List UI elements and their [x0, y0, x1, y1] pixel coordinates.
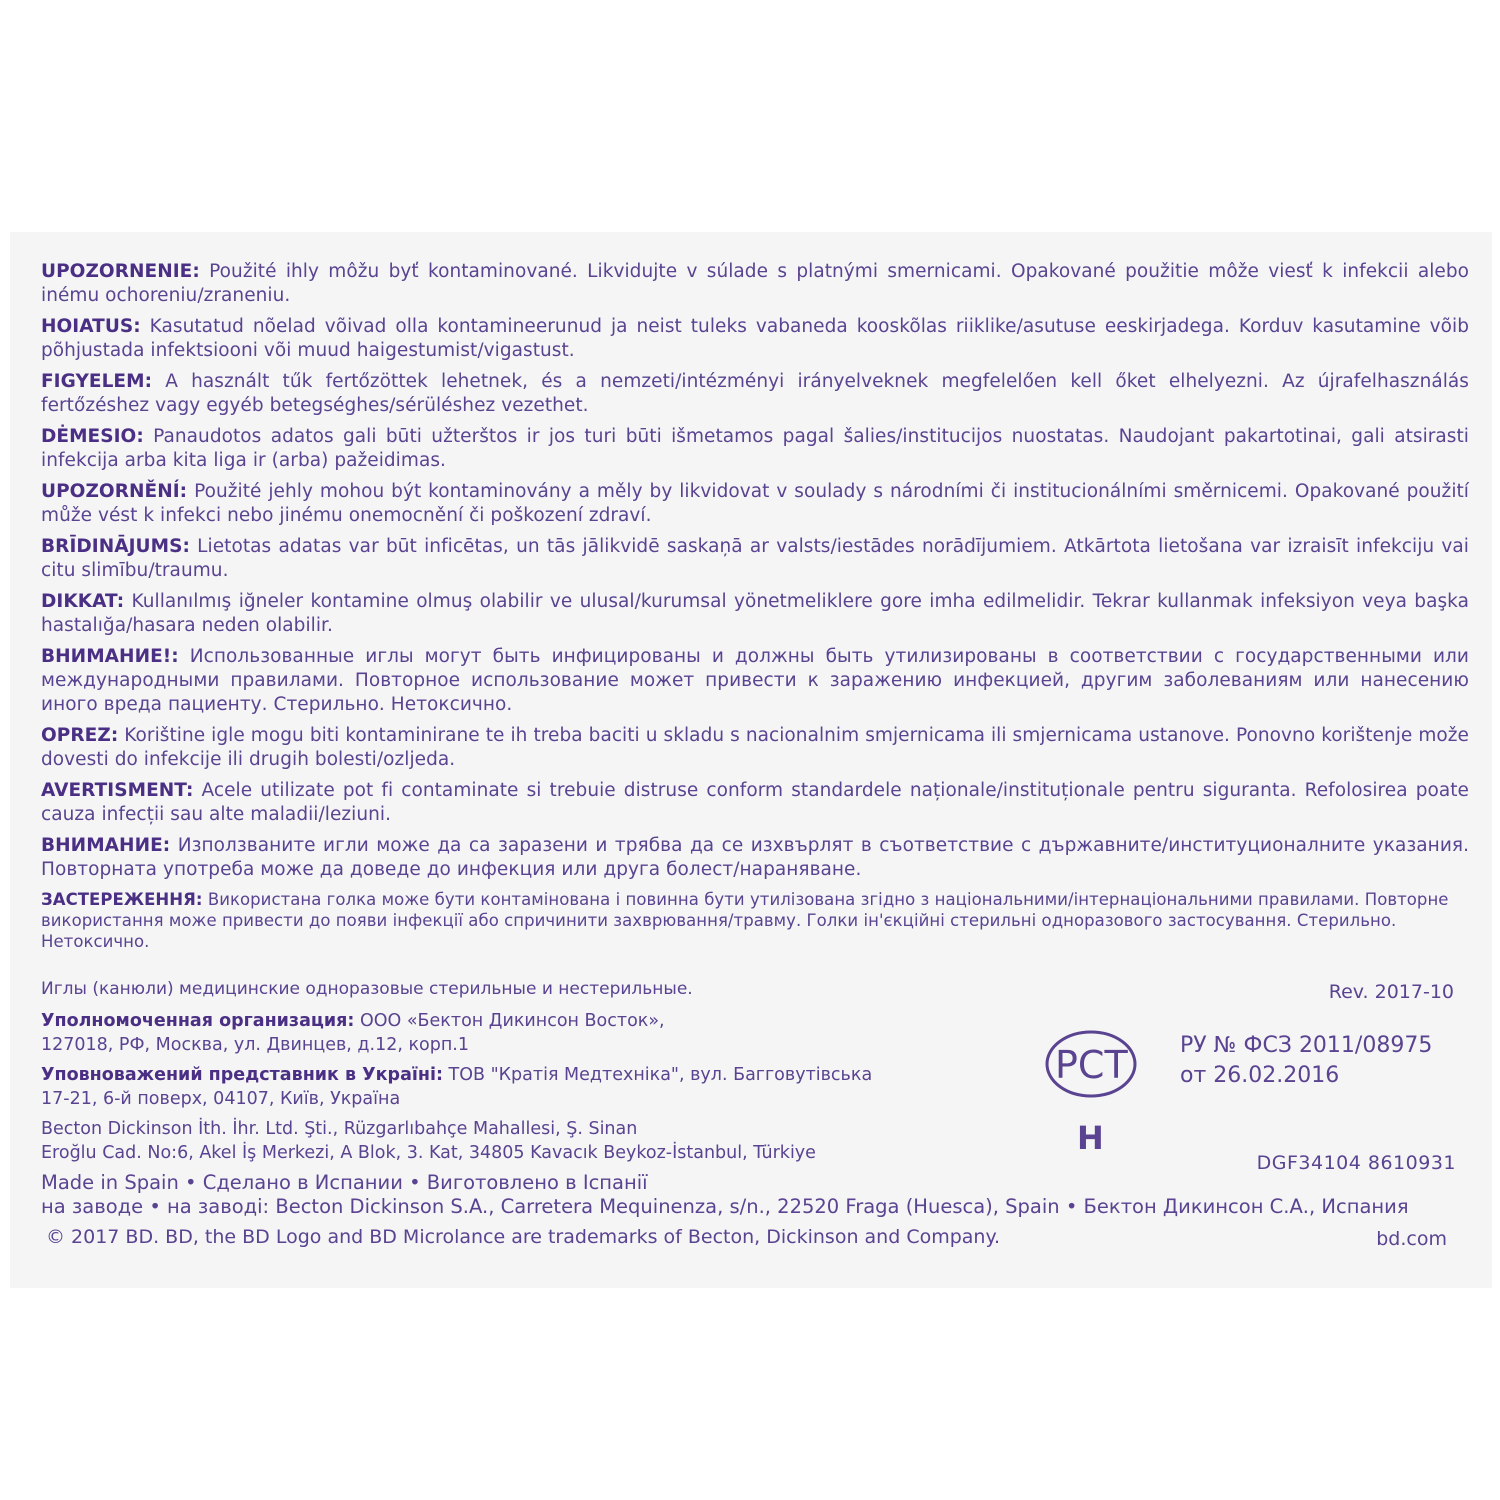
rst-logo-text: РСТ — [1055, 1043, 1128, 1087]
warning-text: Použité ihly môžu byť kontaminované. Likvidujte v súlade s platnými smernicami. Opakované použitie môže viesť k infekcii alebo inému ochoreniu/zraneniu. — [41, 261, 1469, 306]
warning-text: Использованные иглы могут быть инфицированы и должны быть утилизированы в соответствии с государственными или международными правилами. Повторное использование может привести к заражению инфекцией, другим заболеваниям или нанесению иного вреда пациенту. Стерильно. Нетоксично. — [41, 646, 1469, 715]
warnings-list — [41, 260, 1469, 959]
made-in-line: Made in Spain • Сделано в Испании • Виготовлено в Іспанії — [41, 1171, 648, 1194]
warning-text: A használt tűk fertőzöttek lehetnek, és a nemzeti/intézményi irányelveknek megfelelően kell őket elhelyezni. Az újrafelhasználás fertőzéshez vagy egyéb betegséghes/sérüléshez vezethet. — [41, 371, 1469, 416]
warning-sk — [41, 260, 1469, 308]
product-note: Иглы (канюли) медицинские одноразовые стерильные и нестерильные. — [41, 979, 693, 999]
package-back-panel — [10, 232, 1492, 1288]
warning-lv — [41, 535, 1469, 583]
revision-label: Rev. 2017-10 — [1328, 981, 1454, 1003]
ukraine-rep-address: 17-21, 6-й поверх, 04107, Київ, Україна — [41, 1089, 401, 1109]
warning-ro — [41, 779, 1469, 827]
ukraine-rep-label: Уповноважений представник в Україні: — [41, 1065, 443, 1085]
product-codes: DGF34104 8610931 — [1256, 1152, 1456, 1174]
warning-hu — [41, 370, 1469, 418]
authorized-org-name: ООО «Бектон Дикинсон Восток», — [354, 1011, 665, 1031]
warning-hr — [41, 724, 1469, 772]
copyright-notice: © 2017 BD. BD, the BD Logo and BD Microlance are trademarks of Becton, Dickinson and Company. — [46, 1226, 1001, 1248]
warning-label: OPREZ: — [41, 725, 119, 746]
warning-text: Използваните игли може да са заразени и трябва да се изхвърлят в съответствие с държавните/институционалните указания. Повторната употреба може да доведе до инфекция или друга болест/нараняване. — [41, 835, 1469, 880]
warning-text: Korištine igle mogu biti kontaminirane te ih treba baciti u skladu s nacionalnim smjernicama ili smjernicama ustanove. Ponovno korištenje može dovesti do infekcije ili drugih bolesti/ozljeda. — [41, 725, 1469, 770]
warning-text: Acele utilizate pot fi contaminate si trebuie distruse conform standardele naționale/instituționale pentru siguranta. Refolosirea poate cauza infecții sau alte maladii/leziuni. — [41, 780, 1469, 825]
warning-label: DĖMESIO: — [41, 426, 144, 447]
warning-ru — [41, 645, 1469, 717]
turkey-address-line2: Eroğlu Cad. No:6, Akel İş Merkezi, A Blok, 3. Kat, 34805 Kavacık Beykoz-İstanbul, Türkiye — [41, 1143, 816, 1163]
registration-number: РУ № ФСЗ 2011/08975 — [1180, 1033, 1433, 1058]
warning-uk — [41, 889, 1469, 952]
warning-label: FIGYELEM: — [41, 371, 153, 392]
warning-label: BRĪDINĀJUMS: — [41, 536, 190, 557]
warning-bg — [41, 834, 1469, 882]
warning-label: UPOZORNĚNÍ: — [41, 481, 188, 502]
h-mark: H — [1077, 1119, 1104, 1157]
warning-tr — [41, 590, 1469, 638]
authorized-org-line1 — [41, 1010, 665, 1032]
warning-text: Kasutatud nõelad võivad olla kontamineerunud ja neist tuleks vabaneda kooskõlas riiklike/asutuse eeskirjadega. Korduv kasutamine võib põhjustada infektsiooni või muud haigestumist/vigastust. — [41, 316, 1469, 361]
warning-label: AVERTISMENT: — [41, 780, 194, 801]
ukraine-rep-line1 — [41, 1064, 872, 1086]
warning-text: Kullanılmış iğneler kontamine olmuş olabilir ve ulusal/kurumsal yönetmeliklere gore imha edilmelidir. Tekrar kullanmak infeksiyon veya başka hastalığa/hasara neden olabilir. — [41, 591, 1469, 636]
warning-label: ЗАСТЕРЕЖЕННЯ: — [41, 890, 203, 909]
warning-lt — [41, 425, 1469, 473]
warning-text: Použité jehly mohou být kontaminovány a měly by likvidovat v souladу s národními či institucionálními směrnicemi. Opakované použití může vést k infekci nebo jinému onemocnění či poškození zdraví. — [41, 481, 1469, 526]
warning-text: Panaudotos adatos gali būti užterštos ir jos turi būti išmetamos pagal šalies/institucijos nuostatas. Naudojant pakartotinai, gali atsirasti infekcija arba kita liga ir (arba) pažeidimas. — [41, 426, 1469, 471]
warning-label: UPOZORNENIE: — [41, 261, 200, 282]
rst-certification-logo — [1043, 1029, 1153, 1099]
warning-label: DIKKAT: — [41, 591, 125, 612]
ukraine-rep-name: ТОВ "Кратія Медтехніка", вул. Багговутівська — [442, 1065, 873, 1085]
manufacturing-site: на заводе • на заводі: Becton Dickinson S.A., Carretera Mequinenza, s/n., 22520 Fraga (Huesca), Spain • Бектон Дикинсон С.А., Испания — [41, 1195, 1409, 1218]
warning-label: HOIATUS: — [41, 316, 141, 337]
warning-text: Lietotas adatas var būt inficētas, un tās jālikvidē saskaņā ar valsts/iestādes norādījumiem. Atkārtota lietošana var izraisīt infekciju vai citu slimību/traumu. — [41, 536, 1469, 581]
registration-date: от 26.02.2016 — [1180, 1063, 1340, 1088]
warning-label: ВНИМАНИЕ!: — [41, 646, 179, 667]
turkey-address-line1: Becton Dickinson İth. İhr. Ltd. Şti., Rüzgarlıbahçe Mahallesi, Ş. Sinan — [41, 1119, 638, 1139]
authorized-org-label: Уполномоченная организация: — [41, 1011, 355, 1031]
warning-label: ВНИМАНИЕ: — [41, 835, 171, 856]
website-label: bd.com — [1376, 1228, 1447, 1250]
warning-text: Використана голка може бути контамінована і повинна бути утилізована згідно з національними/інтернаціональними правилами. Повторне використання може привести до появи інфекції або спричинити захврювання/травму. Голки ін'єкційні стерильні одноразового застосування. Стерильно. Нетоксично. — [41, 890, 1449, 951]
warning-et — [41, 315, 1469, 363]
authorized-org-address: 127018, РФ, Москва, ул. Двинцев, д.12, корп.1 — [41, 1035, 469, 1055]
warning-cs — [41, 480, 1469, 528]
